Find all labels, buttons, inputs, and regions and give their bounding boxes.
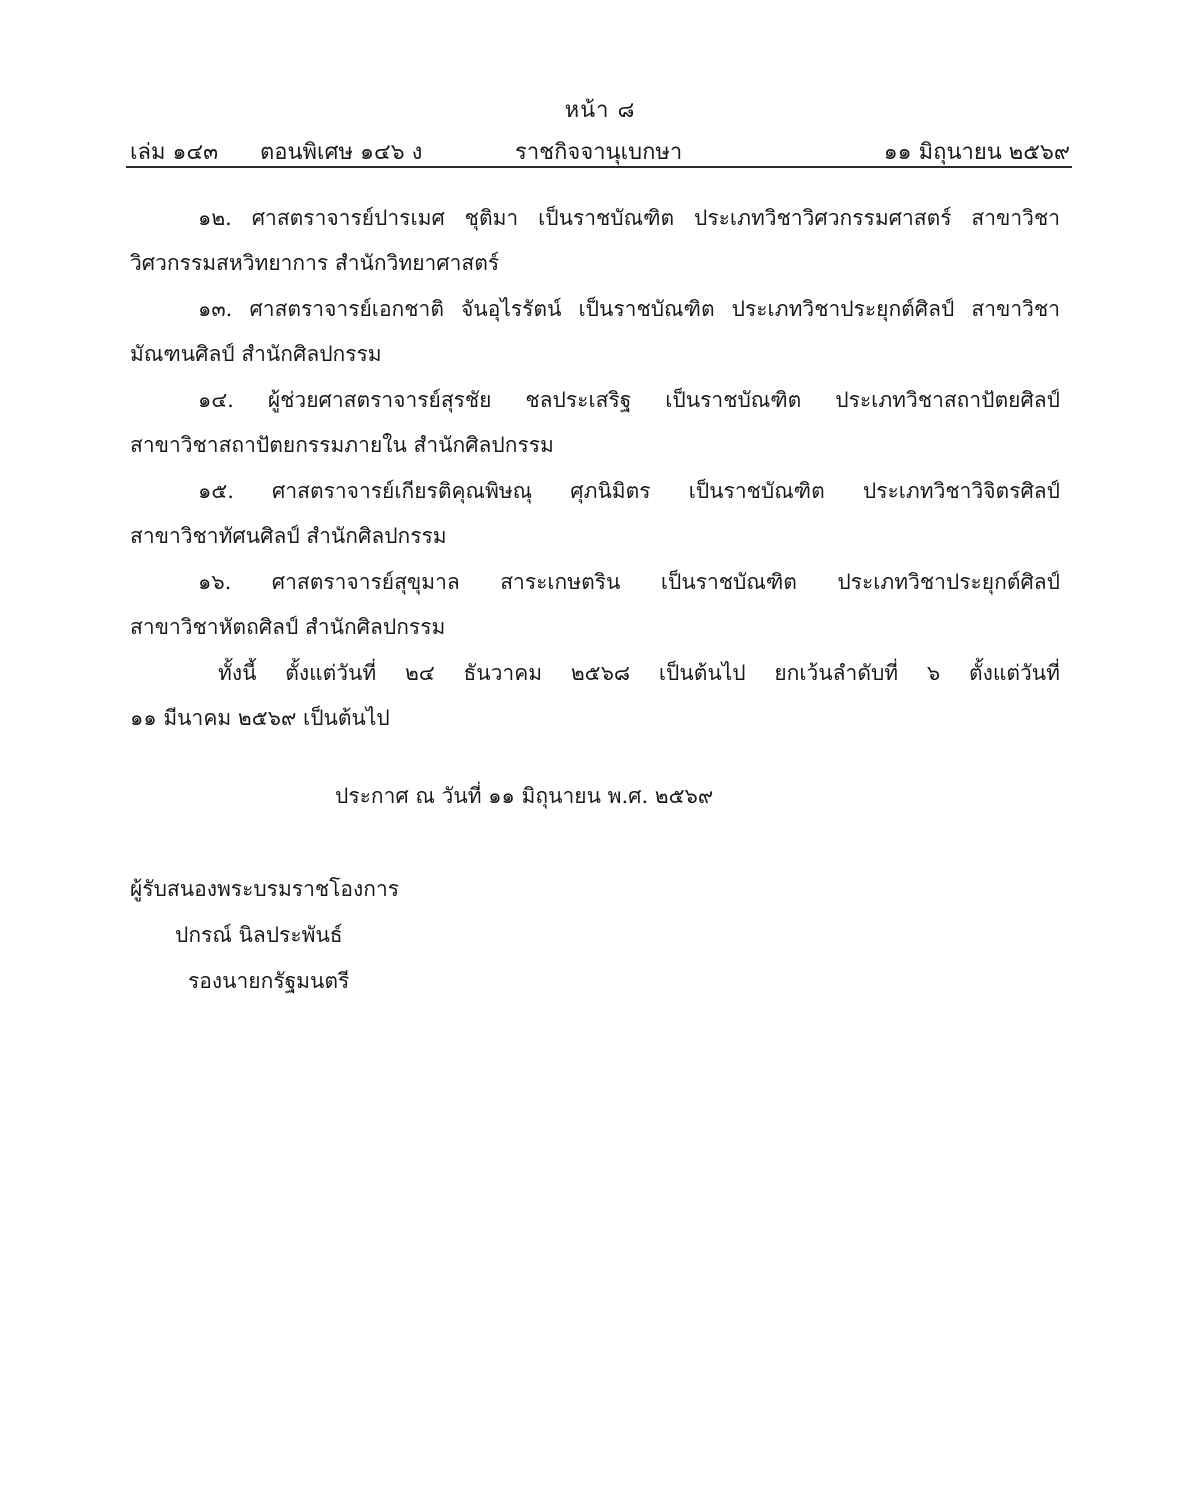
list-item-line2: วิศวกรรมสหวิทยาการ สำนักวิทยาศาสตร์ [130, 251, 500, 275]
appointment-list [130, 196, 1060, 742]
list-item [130, 196, 1060, 286]
list-item [130, 287, 1060, 377]
list-item [130, 378, 1060, 468]
gazette-date: ๑๑ มิถุนายน ๒๕๖๙ [883, 140, 1070, 165]
issue-number: ตอนพิเศษ ๑๔๖ ง [260, 140, 423, 165]
list-item-line1: ๑๒. ศาสตราจารย์ปารเมศ ชุติมา เป็นราชบัณฑิต ประเภทวิชาวิศวกรรมศาสตร์ สาขาวิชา [198, 206, 1060, 230]
signature-block [130, 866, 399, 1004]
signatory-title: รองนายกรัฐมนตรี [188, 969, 350, 993]
countersign-role: ผู้รับสนองพระบรมราชโองการ [130, 877, 400, 901]
list-item-line2: สาขาวิชาสถาปัตยกรรมภายใน สำนักศิลปกรรม [130, 433, 554, 457]
list-item-line1: ๑๔. ผู้ช่วยศาสตราจารย์สุรชัย ชลประเสริฐ เป็นราชบัณฑิต ประเภทวิชาสถาปัตยศิลป์ [198, 388, 1060, 412]
list-item-line2: สาขาวิชาทัศนศิลป์ สำนักศิลปกรรม [130, 524, 447, 548]
gazette-header [130, 134, 1070, 164]
closing-line1: ทั้งนี้ ตั้งแต่วันที่ ๒๔ ธันวาคม ๒๕๖๘ เป็นต้นไป ยกเว้นลำดับที่ ๖ ตั้งแต่วันที่ [218, 661, 1060, 685]
gazette-name: ราชกิจจานุเบกษา [515, 140, 683, 165]
announcement-date: ประกาศ ณ วันที่ ๑๑ มิถุนายน พ.ศ. ๒๕๖๙ [335, 784, 714, 808]
list-item [130, 469, 1060, 559]
list-item-line1: ๑๖. ศาสตราจารย์สุขุมาล สาระเกษตริน เป็นราชบัณฑิต ประเภทวิชาประยุกต์ศิลป์ [198, 570, 1060, 594]
page-number: หน้า ๘ [564, 98, 636, 123]
list-item-line2: มัณฑนศิลป์ สำนักศิลปกรรม [130, 342, 382, 366]
list-item-line2: สาขาวิชาหัตถศิลป์ สำนักศิลปกรรม [130, 615, 446, 639]
list-item-line1: ๑๓. ศาสตราจารย์เอกชาติ จันอุไรรัตน์ เป็นราชบัณฑิต ประเภทวิชาประยุกต์ศิลป์ สาขาวิชา [198, 297, 1060, 321]
list-item [130, 560, 1060, 650]
header-divider [126, 166, 1072, 168]
effective-date-clause [130, 651, 1060, 741]
volume-number: เล่ม ๑๔๓ [130, 140, 219, 165]
list-item-line1: ๑๕. ศาสตราจารย์เกียรติคุณพิษณุ ศุภนิมิตร เป็นราชบัณฑิต ประเภทวิชาวิจิตรศิลป์ [198, 479, 1060, 503]
signatory-name: ปกรณ์ นิลประพันธ์ [175, 923, 343, 947]
closing-line2: ๑๑ มีนาคม ๒๕๖๙ เป็นต้นไป [130, 706, 390, 730]
